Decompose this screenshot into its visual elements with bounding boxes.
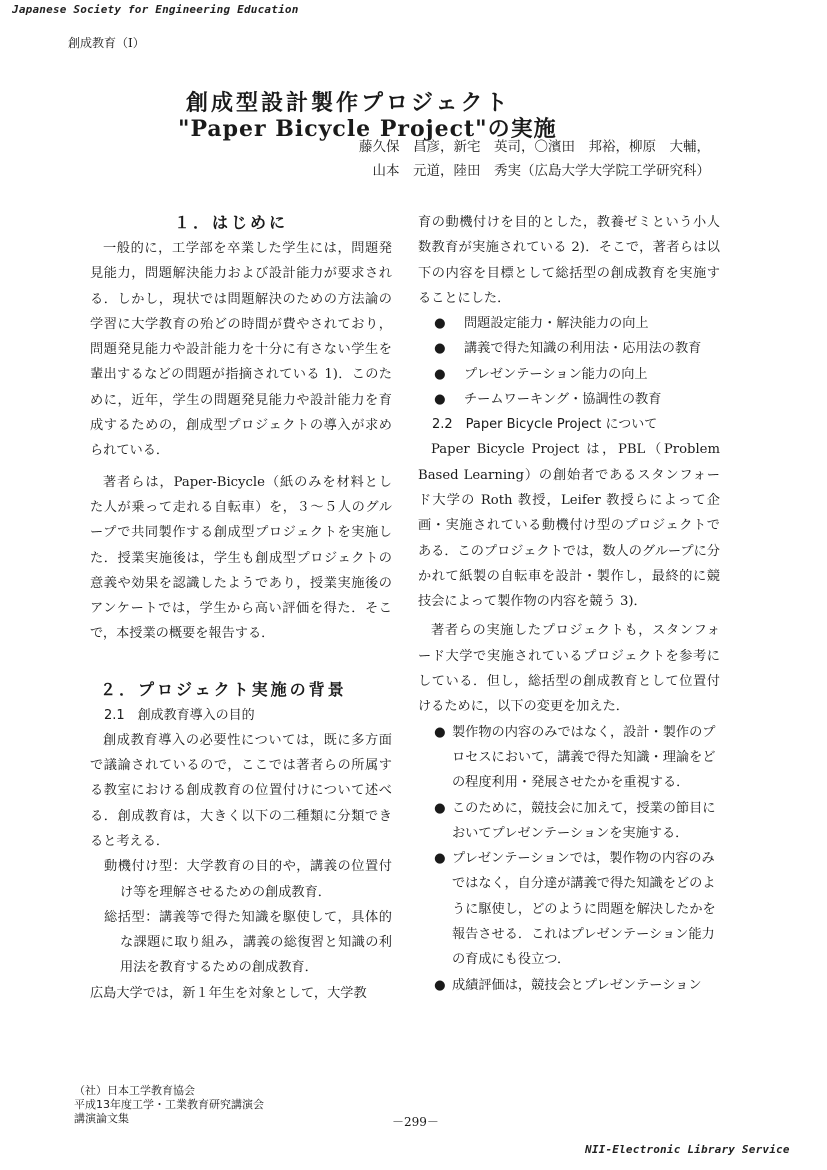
intro-paragraph-2: 著者らは，Paper-Bicycle（紙のみを材料とした人が乗って走れる自転車）を，３～５人のグループで共同製作する創成型プロジェクトを実施した．授業実施後は，学生も創成型プロジェクトの意義や効果を認識したようであり，授業実施後のアンケートでは，学生から高い評価を得た．そこで，本授業の概要を報告する．	[90, 474, 392, 642]
section-2-heading: ２．プロジェクト実施の背景	[100, 679, 347, 699]
left-column	[90, 210, 392, 1006]
list-item: ● プレゼンテーション能力の向上	[418, 362, 720, 387]
title-line-1: 創成型設計製作プロジェクト	[186, 90, 511, 116]
bullet-icon: ●	[434, 316, 446, 332]
subsection-2-2-heading: 2.2 Paper Bicycle Project について	[432, 417, 658, 433]
right-column	[418, 210, 720, 998]
bullet-icon: ●	[434, 977, 446, 993]
bullet-icon: ●	[434, 724, 446, 740]
list-item: ● プレゼンテーションでは，製作物の内容のみではなく，自分達が講義で得た知識をどのように駆使し，どのように問題を解決したかを報告させる．これはプレゼンテーション能力の育成にも役立つ．	[418, 846, 720, 972]
author-line-1: 藤久保 昌彦，新宅 英司，〇濱田 邦裕，柳原 大輔，	[359, 139, 710, 155]
page-number: －299－	[392, 1115, 439, 1129]
footer-proceedings: 講演論文集	[74, 1112, 129, 1125]
footer-org-block	[74, 1084, 264, 1126]
list-item: ● 製作物の内容のみではなく，設計・製作のプロセスにおいて，講義で得た知識・理論をどの程度利用・発展させたかを重視する．	[418, 720, 720, 796]
list-item: ● このために，競技会に加えて，授業の節目においてプレゼンテーションを実施する．	[418, 796, 720, 847]
session-label: 創成教育（Ⅰ）	[68, 36, 145, 50]
intro-paragraph-1: 一般的に，工学部を卒業した学生には，問題発見能力，問題解決能力および設計能力が要求される．しかし，現状では問題解決のための方法論の学習に大学教育の殆どの時間が費やされており，問題発見能力や設計能力を十分に有さない学生を輩出するなどの問題が指摘されている 1)．このために，近年，学生の問題発見能力や設計能力を育成するための，創成型プロジェクトの導入が求められている．	[90, 241, 392, 459]
society-header: Japanese Society for Engineering Education	[12, 3, 299, 16]
section-1-heading: １．はじめに	[174, 213, 289, 232]
bullet-icon: ●	[434, 851, 446, 867]
footer-org-name: （社）日本工学教育協会	[74, 1084, 195, 1097]
modification-paragraph: 著者らの実施したプロジェクトも，スタンフォード大学で実施されているプロジェクトを参考にしている．但し，総括型の創成教育として位置付けるために，以下の変更を加えた．	[418, 623, 720, 715]
list-item: ● 成績評価は，競技会とプレゼンテーション	[418, 973, 720, 998]
list-item: ● 講義で得た知識の利用法・応用法の教育	[418, 336, 720, 361]
bullet-icon: ●	[434, 341, 446, 357]
list-item: ● チームワーキング・協調性の教育	[418, 387, 720, 412]
bullet-icon: ●	[434, 366, 446, 382]
author-line-2: 山本 元道，陸田 秀実（広島大学大学院工学研究科）	[372, 163, 710, 179]
bullet-icon: ●	[434, 800, 446, 816]
subsection-2-1-heading: 2.1 創成教育導入の目的	[104, 707, 255, 723]
pbp-paragraph: Paper Bicycle Project は，PBL（Problem Based Learning）の創始者であるスタンフォード大学の Roth 教授，Leifer 教授らによって企画・実施されている動機付け型のプロジェクトである．このプロジェクトでは，数人のグループに分かれて紙製の自転車を設計・製作し，最終的に競技会によって製作物の内容を競う 3)．	[418, 442, 720, 610]
footer-conference: 平成13年度工学・工業教育研究講演会	[74, 1098, 264, 1111]
hiroshima-paragraph: 広島大学では，新１年生を対象として，大学教	[90, 985, 367, 1001]
bullet-icon: ●	[434, 392, 446, 408]
definition-motivation-type: 動機付け型：大学教育の目的や，講義の位置付け等を理解させるための創成教育．	[104, 859, 392, 900]
list-item: ● 問題設定能力・解決能力の向上	[418, 311, 720, 336]
background-paragraph: 創成教育導入の必要性については，既に多方面で議論されているので，ここでは著者らの所属する教室における創成教育の位置付けについて述べる．創成教育は，大きく以下の二種類に分類できると考える．	[90, 732, 392, 849]
author-block	[300, 135, 710, 183]
goal-list	[418, 311, 720, 412]
continued-paragraph: 育の動機付けを目的とした，教養ゼミという小人数教育が実施されている 2)．そこで，著者らは以下の内容を目標として総括型の創成教育を実施することにした．	[418, 215, 720, 306]
title-line-2: "Paper Bicycle Project"の実施	[178, 116, 557, 142]
definition-summary-type: 総括型：講義等で得た知識を駆使して，具体的な課題に取り組み，講義の総復習と知識の利用法を教育するための創成教育．	[104, 909, 392, 976]
change-list	[418, 720, 720, 998]
nii-footer: NII-Electronic Library Service	[585, 1143, 790, 1156]
